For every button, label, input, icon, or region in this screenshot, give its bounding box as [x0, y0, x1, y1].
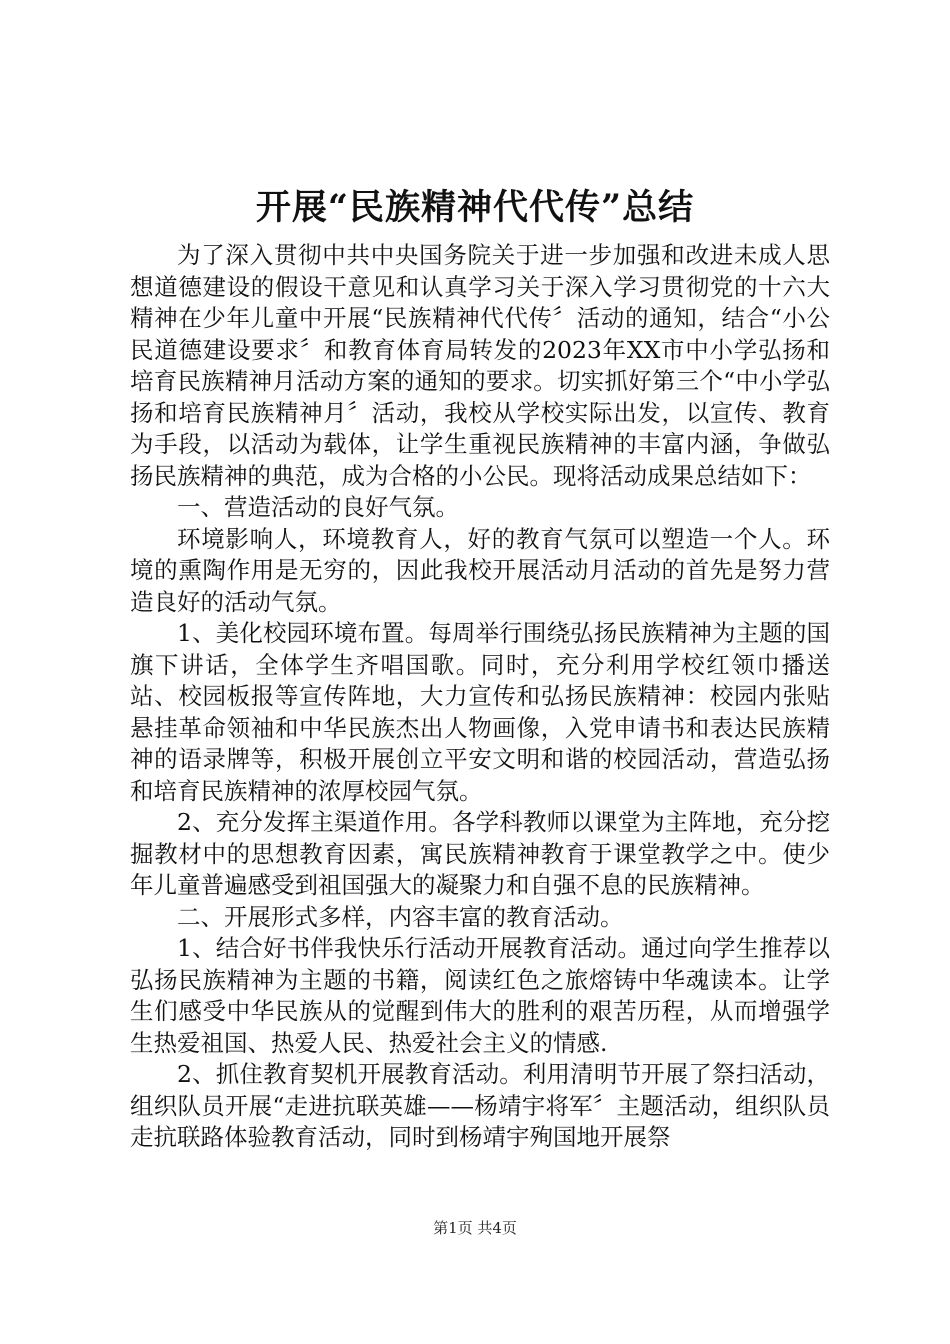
- document-body: [130, 240, 830, 1154]
- paragraph-campus: 1、美化校园环境布置。每周举行围绕弘扬民族精神为主题的国旗下讲话，全体学生齐唱国歌。同时，充分利用学校红领巾播送站、校园板报等宣传阵地，大力宣传和弘扬民族精神：校园内张贴悬挂革命领袖和中华民族杰出人物画像，入党申请书和表达民族精神的语录牌等，积极开展创立平安文明和谐的校园活动，营造弘扬和培育民族精神的浓厚校园气氛。: [130, 619, 830, 805]
- section-heading-2: 二、开展形式多样，内容丰富的教育活动。: [177, 902, 624, 931]
- paragraph-classroom: 2、充分发挥主渠道作用。各学科教师以课堂为主阵地，充分挖掘教材中的思想教育因素，寓民族精神教育于课堂教学之中。使少年儿童普遍感受到祖国强大的凝聚力和自强不息的民族精神。: [130, 808, 830, 899]
- paragraph-reading: 1、结合好书伴我快乐行活动开展教育活动。通过向学生推荐以弘扬民族精神为主题的书籍，阅读红色之旅熔铸中华魂读本。让学生们感受中华民族从的觉醒到伟大的胜利的艰苦历程，从而增强学生热爱祖国、热爱人民、热爱社会主义的情感.: [130, 934, 830, 1057]
- section-heading-1: 一、营造活动的良好气氛。: [177, 493, 459, 521]
- paragraph-intro: 为了深入贯彻中共中央国务院关于进一步加强和改进未成人思想道德建设的假设干意见和认真学习关于深入学习贯彻党的十六大精神在少年儿童中开展“民族精神代代传〞活动的通知，结合“小公民道德建设要求〞和教育体育局转发的2023年XX市中小学弘扬和培育民族精神月活动方案的通知的要求。切实抓好第三个“中小学弘扬和培育民族精神月〞活动，我校从学校实际出发，以宣传、教育为手段，以活动为载体，让学生重视民族精神的丰富内涵，争做弘扬民族精神的典范，成为合格的小公民。现将活动成果总结如下：: [130, 241, 830, 490]
- page-footer: 第1页 共4页: [433, 1219, 517, 1237]
- document-title: 开展“民族精神代代传”总结: [255, 187, 695, 228]
- paragraph-qingming: 2、抓住教育契机开展教育活动。利用清明节开展了祭扫活动，组织队员开展“走进抗联英雄——杨靖宇将军〞主题活动，组织队员走抗联路体验教育活动，同时到杨靖宇殉国地开展祭: [130, 1060, 830, 1151]
- paragraph-environment: 环境影响人，环境教育人，好的教育气氛可以塑造一个人。环境的熏陶作用是无穷的，因此我校开展活动月活动的首先是努力营造良好的活动气氛。: [130, 524, 830, 616]
